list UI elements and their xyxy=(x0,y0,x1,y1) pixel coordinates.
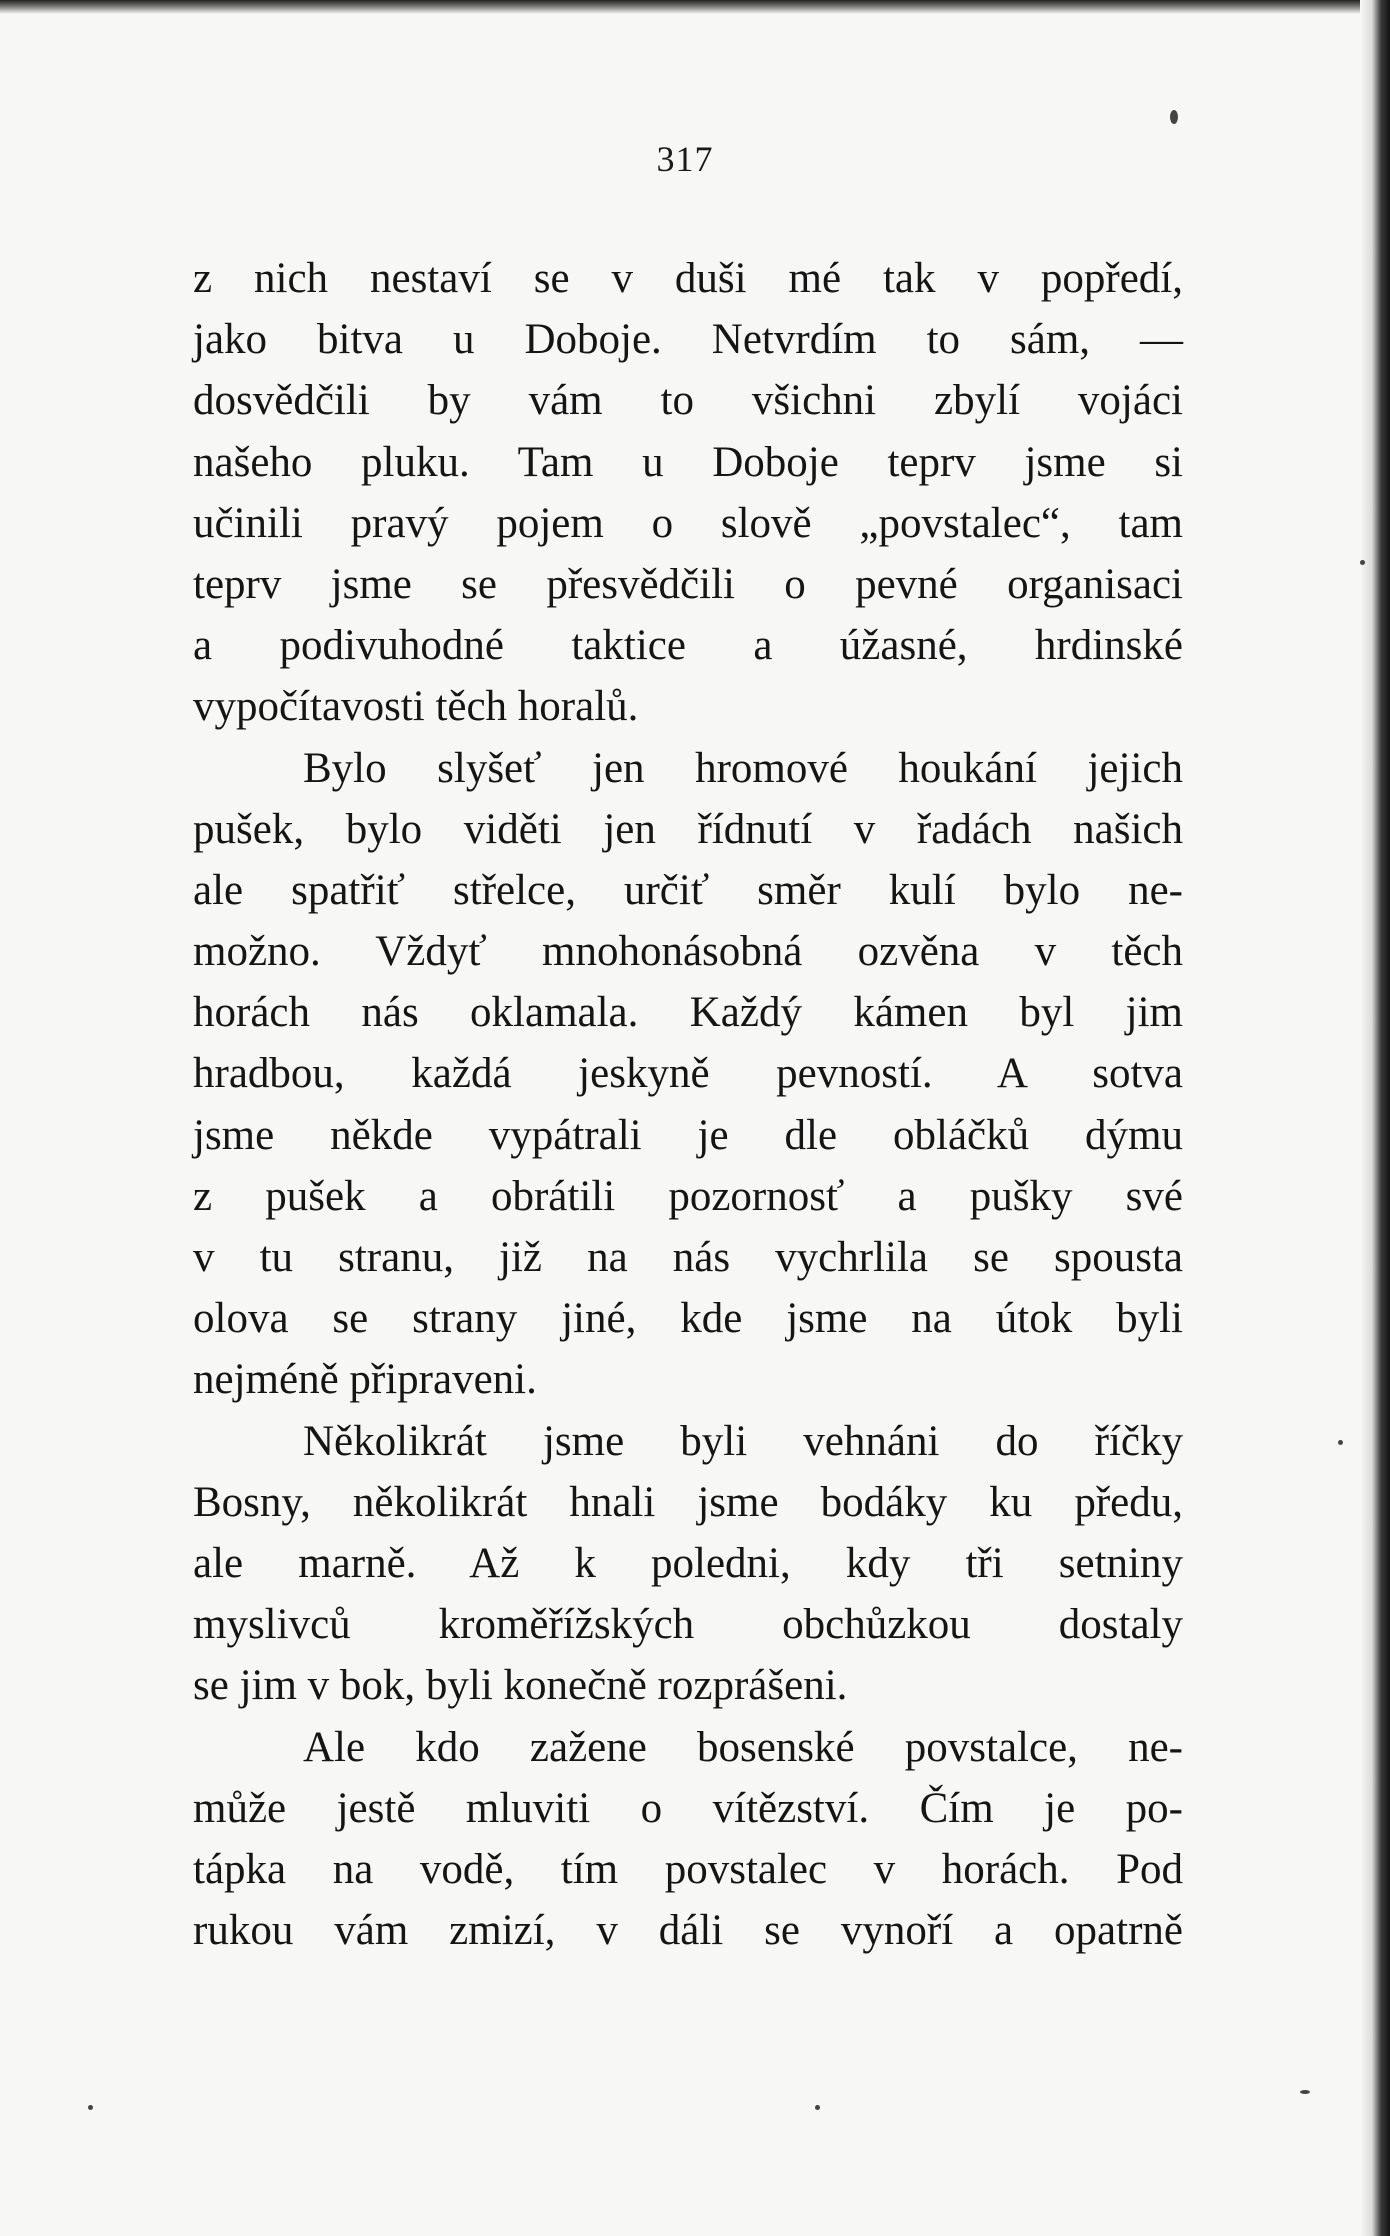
scan-speck xyxy=(1300,2090,1310,2094)
text-line: může jestě mluviti o vítězství. Čím je po- xyxy=(193,1784,1183,1832)
scan-speck xyxy=(1170,110,1178,124)
text-line: Několikrát jsme byli vehnáni do říčky xyxy=(303,1417,1183,1465)
page-right-edge-shadow xyxy=(1360,0,1390,2236)
text-line: našeho pluku. Tam u Doboje teprv jsme si xyxy=(193,438,1183,486)
text-line: možno. Vždyť mnohonásobná ozvěna v těch xyxy=(193,928,1183,976)
text-line: vypočítavosti těch horalů. xyxy=(193,683,639,731)
text-line: rukou vám zmizí, v dáli se vynoří a opatrně xyxy=(193,1907,1183,1955)
text-line: z nich nestaví se v duši mé tak v popředí, xyxy=(193,255,1183,302)
scan-speck xyxy=(815,2105,820,2110)
scan-speck xyxy=(1338,1440,1343,1445)
text-line: v tu stranu, již na nás vychrlila se spousta xyxy=(193,1234,1183,1281)
text-line: z pušek a obrátili pozornosť a pušky své xyxy=(193,1172,1183,1220)
text-line: olova se strany jiné, kde jsme na útok byli xyxy=(193,1295,1183,1343)
text-line: teprv jsme se přesvědčili o pevné organisaci xyxy=(193,560,1183,608)
text-line: hradbou, každá jeskyně pevností. A sotva xyxy=(193,1050,1183,1098)
text-line: jsme někde vypátrali je dle obláčků dýmu xyxy=(193,1111,1183,1159)
text-line: nejméně připraveni. xyxy=(193,1356,537,1404)
text-line: jako bitva u Doboje. Netvrdím to sám, — xyxy=(193,316,1183,364)
text-line: Bosny, několikrát hnali jsme bodáky ku předu, xyxy=(193,1478,1183,1526)
text-line: se jim v bok, byli konečně rozprášeni. xyxy=(193,1662,848,1710)
text-line: tápka na vodě, tím povstalec v horách. Pod xyxy=(193,1845,1183,1893)
text-line: pušek, bylo viděti jen řídnutí v řadách našich xyxy=(193,805,1183,853)
body-text xyxy=(193,248,1183,1961)
page-number: 317 xyxy=(656,139,714,179)
text-line: myslivců kroměřížských obchůzkou dostaly xyxy=(193,1601,1183,1649)
text-line: Ale kdo zažene bosenské povstalce, ne- xyxy=(303,1723,1183,1771)
scan-speck xyxy=(88,2105,93,2110)
text-line: horách nás oklamala. Každý kámen byl jim xyxy=(193,989,1183,1037)
text-line: ale marně. Až k poledni, kdy tři setniny xyxy=(193,1539,1183,1587)
text-line: a podivuhodné taktice a úžasné, hrdinské xyxy=(193,622,1183,670)
page-top-edge-shadow xyxy=(0,0,1390,14)
text-line: dosvědčili by vám to všichni zbylí vojáci xyxy=(193,377,1183,425)
text-line: učinili pravý pojem o slově „povstalec“, tam xyxy=(193,499,1183,547)
scan-speck xyxy=(1360,560,1365,565)
text-line: ale spatřiť střelce, určiť směr kulí bylo ne- xyxy=(193,866,1183,914)
text-line: Bylo slyšeť jen hromové houkání jejich xyxy=(303,744,1183,792)
